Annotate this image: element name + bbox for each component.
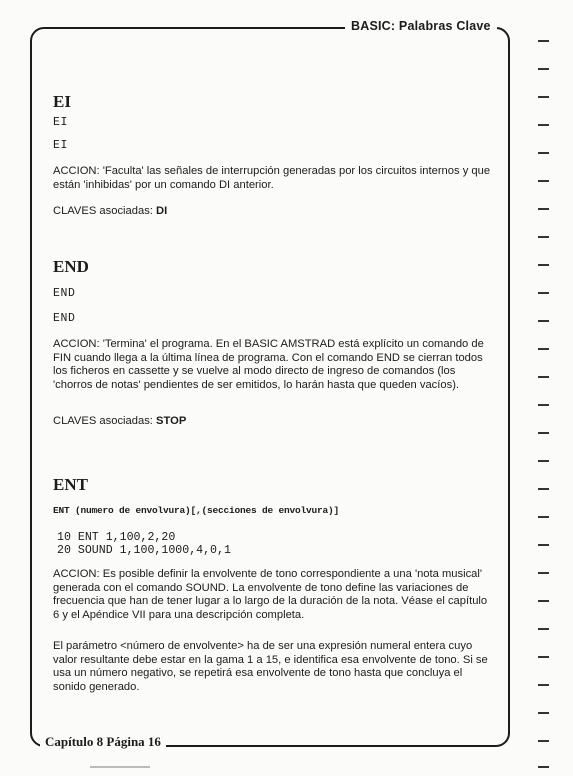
page-footer: Capítulo 8 Página 16: [40, 734, 166, 750]
margin-tick: [538, 404, 549, 406]
ent-action-text: ACCION: Es posible definir la envolvente de tono correspondiente a una 'nota musical' generada con el comando SOUND. La envolvente de tono define las variaciones de frecuencia que han de tener lugar a lo largo de la duración de la nota. Véase el capítulo 6 y el Apéndice VII para una descripción completa.: [53, 568, 488, 621]
margin-tick: [538, 600, 549, 602]
margin-tick: [538, 124, 549, 126]
related-keyword: STOP: [156, 415, 187, 427]
margin-tick: [538, 628, 549, 630]
margin-tick: [538, 320, 549, 322]
ei-syntax-line: EI: [53, 139, 69, 152]
end-syntax-line: END: [53, 312, 76, 325]
ent-code-line: 10 ENT 1,100,2,20: [57, 531, 176, 544]
margin-tick: [538, 264, 549, 266]
margin-tick: [538, 684, 549, 686]
running-header: BASIC: Palabras Clave: [345, 19, 497, 33]
end-action-text: ACCION: 'Termina' el programa. En el BASIC AMSTRAD está explícito un comando de FIN cuando llega a la última línea de programa. Con el comando END se cierran todos los ficheros en cassette y se vuelve al modo directo de ingreso de comandos (los 'chorros de notas' pendientes de ser emitidos, lo harán hasta que queden vacíos).: [53, 338, 484, 391]
margin-tick: [538, 376, 549, 378]
section-title-ent: ENT: [53, 475, 88, 494]
ent-syntax: ENT (numero de envolvura)[,(secciones de envolvura)]: [53, 505, 340, 516]
ei-action-text: ACCION: 'Faculta' las señales de interrupción generadas por los circuitos internos y que están 'inhibidas' por un comando DI anterior.: [53, 165, 491, 191]
margin-tick: [538, 236, 549, 238]
ent-code-line: 20 SOUND 1,100,1000,4,0,1: [57, 544, 231, 557]
margin-tick: [538, 152, 549, 154]
margin-tick: [538, 766, 549, 768]
related-label: CLAVES asociadas:: [53, 205, 153, 217]
margin-tick: [538, 40, 549, 42]
margin-tick: [538, 572, 549, 574]
ei-syntax-line: EI: [53, 116, 69, 129]
margin-tick: [538, 348, 549, 350]
margin-tick: [538, 96, 549, 98]
end-related: [53, 415, 491, 429]
margin-tick: [538, 432, 549, 434]
margin-tick: [538, 180, 549, 182]
margin-tick: [538, 292, 549, 294]
scan-artifact: [90, 766, 150, 768]
related-label: CLAVES asociadas:: [53, 415, 153, 427]
related-keyword: DI: [156, 205, 168, 217]
margin-tick: [538, 488, 549, 490]
margin-tick: [538, 516, 549, 518]
margin-tick: [538, 460, 549, 462]
ei-related: [53, 205, 491, 219]
margin-tick: [538, 544, 549, 546]
margin-tick: [538, 656, 549, 658]
section-title-end: END: [53, 257, 89, 276]
margin-tick: [538, 208, 549, 210]
section-title-ei: EI: [53, 92, 71, 111]
end-syntax-line: END: [53, 287, 76, 300]
margin-tick: [538, 68, 549, 70]
ent-param-text: El parámetro <número de envolvente> ha de ser una expresión numeral entera cuyo valor resultante debe estar en la gama 1 a 15, e identifica esa envolvente de tono. Si se usa un número negativo, se repetirá esa envolvente de tono hasta que concluya el sonido generado.: [53, 640, 488, 693]
margin-tick: [538, 712, 549, 714]
margin-tick: [538, 740, 549, 742]
